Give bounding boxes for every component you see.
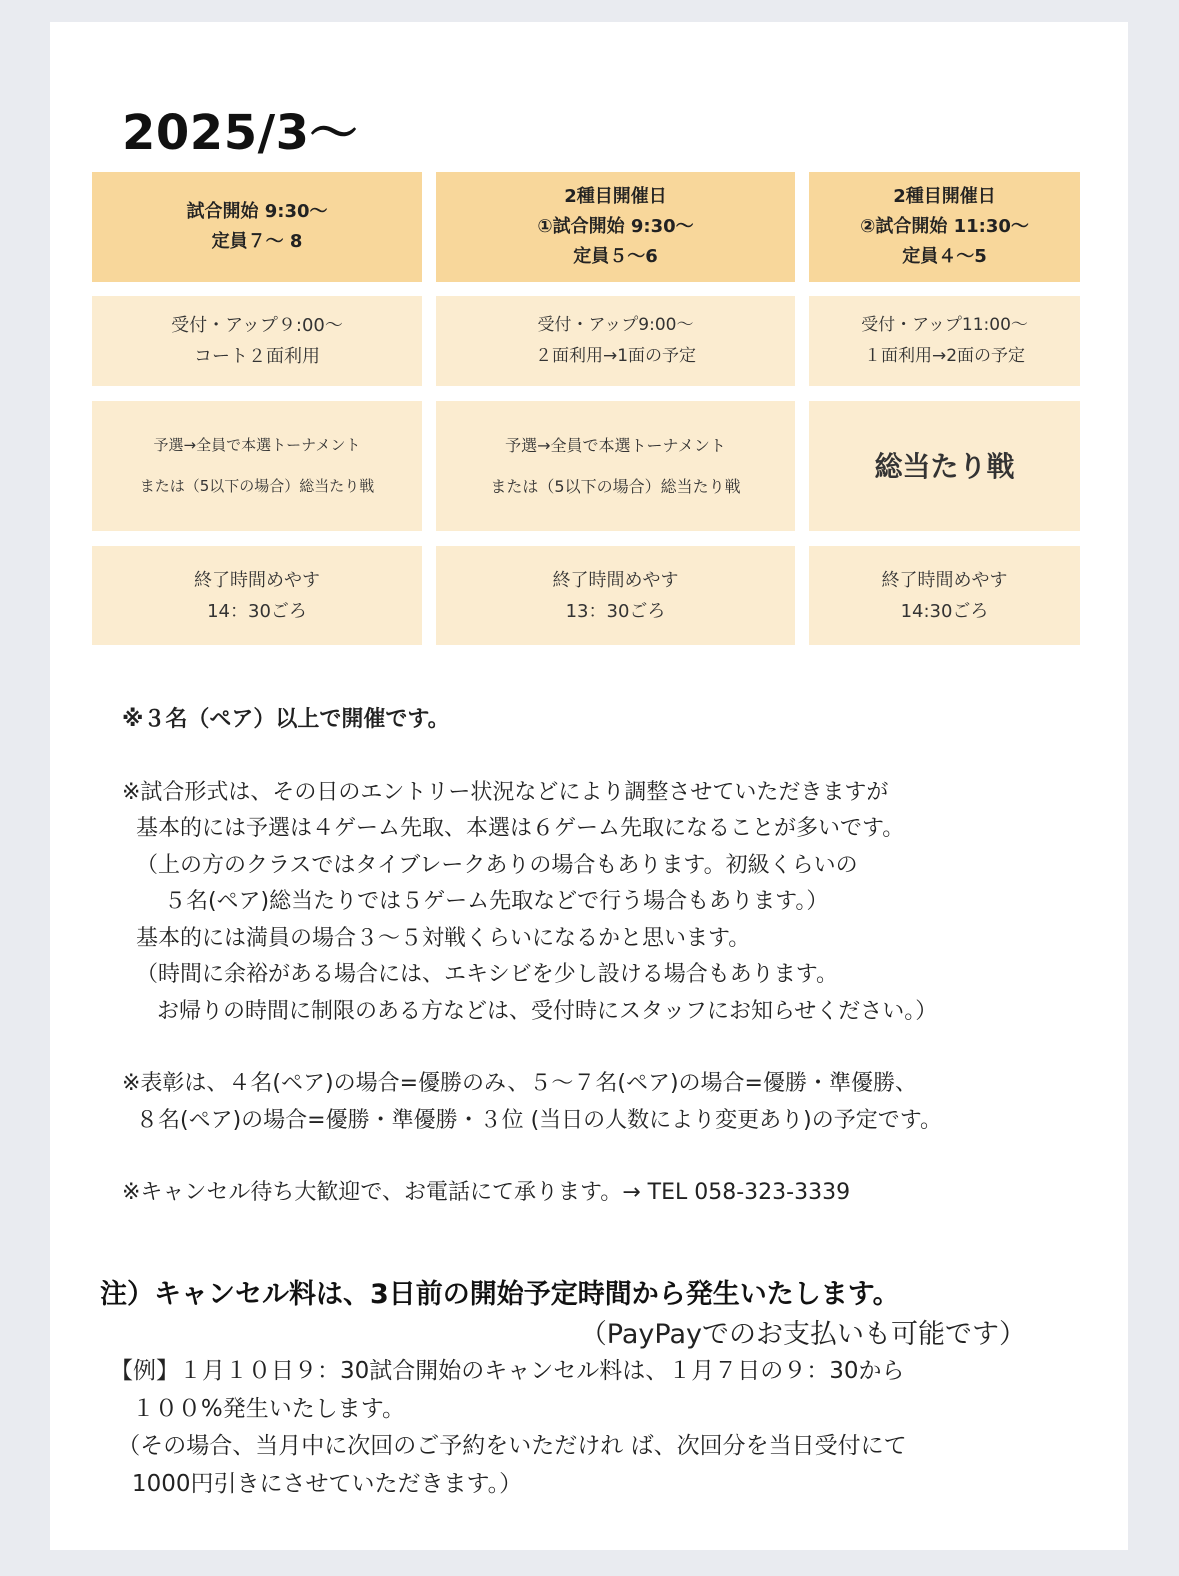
cancellation-title: 注）キャンセル料は、3日前の開始予定時間から発生いたします。: [100, 1279, 900, 1310]
reception-line: 受付・アップ11:00〜: [861, 315, 1028, 335]
reception-line: 受付・アップ９:00〜: [171, 315, 343, 336]
example-line: 【例】１月１０日９：30試合開始のキャンセル料は、１月７日の９：30から: [110, 1358, 905, 1384]
format-line: または（5以下の場合）総当たり戦: [490, 477, 741, 496]
format-line: 総当たり戦: [874, 449, 1015, 483]
example-line: 1000円引きにさせていただきます。）: [110, 1470, 523, 1497]
reception-line: １面利用→2面の予定: [863, 346, 1026, 366]
header-line: 2種目開催日: [564, 186, 667, 207]
end-time-line: 終了時間めやす: [552, 569, 679, 591]
format-note-line: ５名(ペア)総当たりでは５ゲーム先取などで行う場合もあります。）: [122, 889, 829, 914]
header-line: 定員７〜 8: [211, 231, 303, 252]
minimum-note: ※３名（ペア）以上で開催です。: [122, 707, 450, 732]
schedule-card: [50, 22, 1128, 1550]
format-line: 予選→全員で本選トーナメント: [153, 436, 361, 454]
reception-cell-1: [92, 296, 422, 386]
end-time-cell-1: [92, 546, 422, 645]
header-line: ②試合開始 11:30〜: [860, 216, 1029, 237]
format-cell-1: [92, 401, 422, 531]
format-note-line: 基本的には予選は４ゲーム先取、本選は６ゲーム先取になることが多いです。: [122, 816, 905, 841]
format-line: 予選→全員で本選トーナメント: [505, 436, 726, 455]
example-line: （その場合、当月中に次回のご予約をいただけれ ば、次回分を当日受付にて: [110, 1433, 907, 1459]
header-line: 定員４〜5: [902, 246, 987, 267]
format-note-line: （時間に余裕がある場合には、エキシビを少し設ける場合もあります。: [122, 962, 839, 987]
format-note-line: お帰りの時間に制限のある方などは、受付時にスタッフにお知らせください。）: [122, 998, 938, 1024]
end-time-line: 14:30ごろ: [900, 600, 989, 622]
header-cell-3: [809, 172, 1080, 282]
header-cell-1: [92, 172, 422, 282]
waitlist-note: ※キャンセル待ち大歓迎で、お電話にて承ります。→ TEL 058-323-3339: [122, 1180, 851, 1205]
header-line: 2種目開催日: [893, 186, 996, 207]
format-note-line: （上の方のクラスではタイブレークありの場合もあります。初級くらいの: [122, 852, 858, 878]
reception-cell-3: [809, 296, 1080, 386]
format-note-line: ※試合形式は、その日のエントリー状況などにより調整させていただきますが: [122, 779, 889, 805]
end-time-line: 終了時間めやす: [881, 569, 1008, 591]
cancellation-example: [110, 1353, 1110, 1503]
page-title: 2025/3〜: [122, 105, 359, 161]
header-line: 定員５〜6: [573, 246, 658, 267]
end-time-cell-2: [436, 546, 795, 645]
reception-line: ２面利用→1面の予定: [534, 346, 697, 366]
header-cell-2: [436, 172, 795, 282]
header-line: 試合開始 9:30〜: [186, 201, 328, 222]
notes-section: [122, 702, 1102, 1212]
end-time-cell-3: [809, 546, 1080, 645]
reception-line: 受付・アップ9:00〜: [537, 315, 694, 335]
reception-line: コート２面利用: [194, 346, 320, 367]
end-time-line: 13：30ごろ: [565, 600, 666, 622]
format-line: または（5以下の場合）総当たり戦: [139, 477, 375, 495]
end-time-line: 終了時間めやす: [194, 569, 320, 591]
example-line: １００%発生いたします。: [110, 1395, 405, 1422]
reception-cell-2: [436, 296, 795, 386]
paypay-note: （PayPayでのお支払いも可能です）: [579, 1319, 1026, 1350]
format-cell-3: [809, 401, 1080, 531]
header-line: ①試合開始 9:30〜: [537, 216, 694, 237]
end-time-line: 14：30ごろ: [207, 600, 307, 622]
format-cell-2: [436, 401, 795, 531]
format-note-line: 基本的には満員の場合３〜５対戦くらいになるかと思います。: [122, 925, 751, 951]
award-note-line: ※表彰は、４名(ペア)の場合=優勝のみ、５〜７名(ペア)の場合=優勝・準優勝、: [122, 1071, 917, 1096]
award-note-line: ８名(ペア)の場合=優勝・準優勝・３位 (当日の人数により変更あり)の予定です。: [122, 1107, 942, 1133]
